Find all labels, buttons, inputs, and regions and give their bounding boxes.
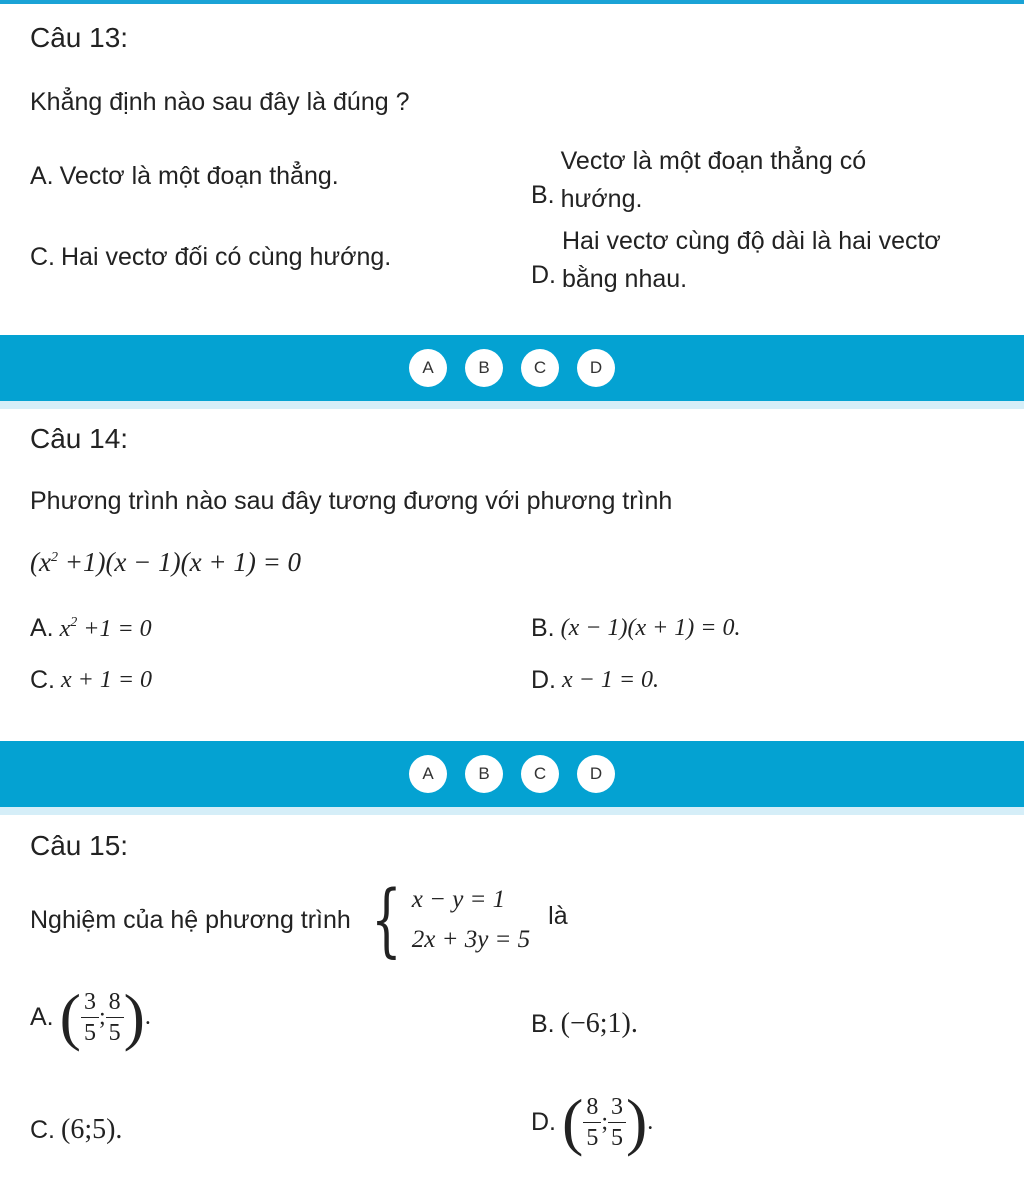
answer-button-b[interactable]: B [465, 349, 503, 387]
q14-option-c [30, 666, 152, 695]
option-label: C. [30, 243, 55, 271]
option-label: B. [531, 1009, 555, 1038]
q15-option-a [30, 981, 151, 1052]
q13-option-d [531, 222, 941, 298]
answer-button-b[interactable]: B [465, 755, 503, 793]
q13-option-b [531, 142, 866, 218]
question-14-text: Phương trình nào sau đây tương đương với phương trình [30, 487, 673, 515]
option-text [561, 142, 866, 218]
option-label: B. [531, 614, 555, 642]
answer-button-c[interactable]: C [521, 349, 559, 387]
option-math: ( $\frac{8}{5}$ ; $\frac{3}{5}$ ) . [562, 1086, 654, 1157]
option-text [562, 222, 941, 298]
option-text-line2: bằng nhau. [562, 265, 688, 293]
q14-option-a [30, 614, 152, 643]
answer-bar-q13 [0, 335, 1024, 401]
option-text: Vectơ là một đoạn thẳng. [59, 162, 339, 190]
option-text: Hai vectơ đối có cùng hướng. [61, 243, 392, 271]
equation-part: +1)(x − 1)(x + 1) = 0 [57, 547, 302, 577]
question-13-text: Khẳng định nào sau đây là đúng ? [30, 88, 410, 116]
equation-part: (x [30, 547, 51, 577]
answer-bar-q14 [0, 741, 1024, 807]
q13-option-c [30, 243, 391, 272]
system-equation-1: x − y = 1 [411, 886, 506, 913]
answer-button-d[interactable]: D [577, 755, 615, 793]
option-label: A. [30, 162, 54, 190]
option-label: D. [531, 260, 556, 289]
option-text-line1: Vectơ là một đoạn thẳng có [560, 147, 867, 175]
question-text: Nghiệm của hệ phương trình [30, 905, 351, 934]
option-math: x + 1 = 0 [61, 667, 153, 693]
answer-button-d[interactable]: D [577, 349, 615, 387]
answer-bar-divider [0, 807, 1024, 815]
option-label: A. [30, 1002, 54, 1031]
q14-option-d [531, 666, 659, 695]
top-accent-line [0, 0, 1024, 4]
option-label: C. [30, 666, 55, 694]
option-text-line1: Hai vectơ cùng độ dài là hai vectơ [562, 227, 941, 255]
option-text-line2: hướng. [560, 185, 643, 213]
answer-bar-divider [0, 401, 1024, 409]
question-15-text [30, 873, 994, 966]
answer-button-a[interactable]: A [409, 755, 447, 793]
answer-button-c[interactable]: C [521, 755, 559, 793]
option-label: D. [531, 666, 556, 694]
question-text-suffix: là [548, 901, 568, 930]
equation-system [361, 873, 531, 966]
brace-icon: { [371, 873, 402, 966]
q14-option-b [531, 614, 740, 643]
answer-button-a[interactable]: A [409, 349, 447, 387]
q15-option-d [531, 1086, 654, 1157]
question-13-title: Câu 13: [30, 22, 129, 53]
equation-exponent: 2 [50, 550, 58, 565]
option-math: ( $\frac{3}{5}$ ; $\frac{8}{5}$ ) . [59, 981, 151, 1052]
q15-option-c [30, 1114, 122, 1146]
option-math: (x − 1)(x + 1) = 0. [560, 615, 741, 641]
q15-option-b [531, 1008, 638, 1040]
option-label: C. [30, 1115, 55, 1144]
option-math: $x^2 +1 = 0$ [59, 614, 152, 642]
option-label: D. [531, 1107, 556, 1136]
q13-option-a [30, 162, 339, 191]
system-equation-2: 2x + 3y = 5 [411, 926, 531, 953]
question-14-equation [30, 547, 994, 578]
option-math: x − 1 = 0. [562, 667, 660, 693]
option-math: (6;5). [61, 1114, 123, 1145]
option-label: A. [30, 614, 54, 642]
question-14-title: Câu 14: [30, 423, 129, 454]
option-label: B. [531, 180, 555, 209]
option-math: (−6;1). [560, 1008, 638, 1039]
question-15-title: Câu 15: [30, 830, 129, 861]
